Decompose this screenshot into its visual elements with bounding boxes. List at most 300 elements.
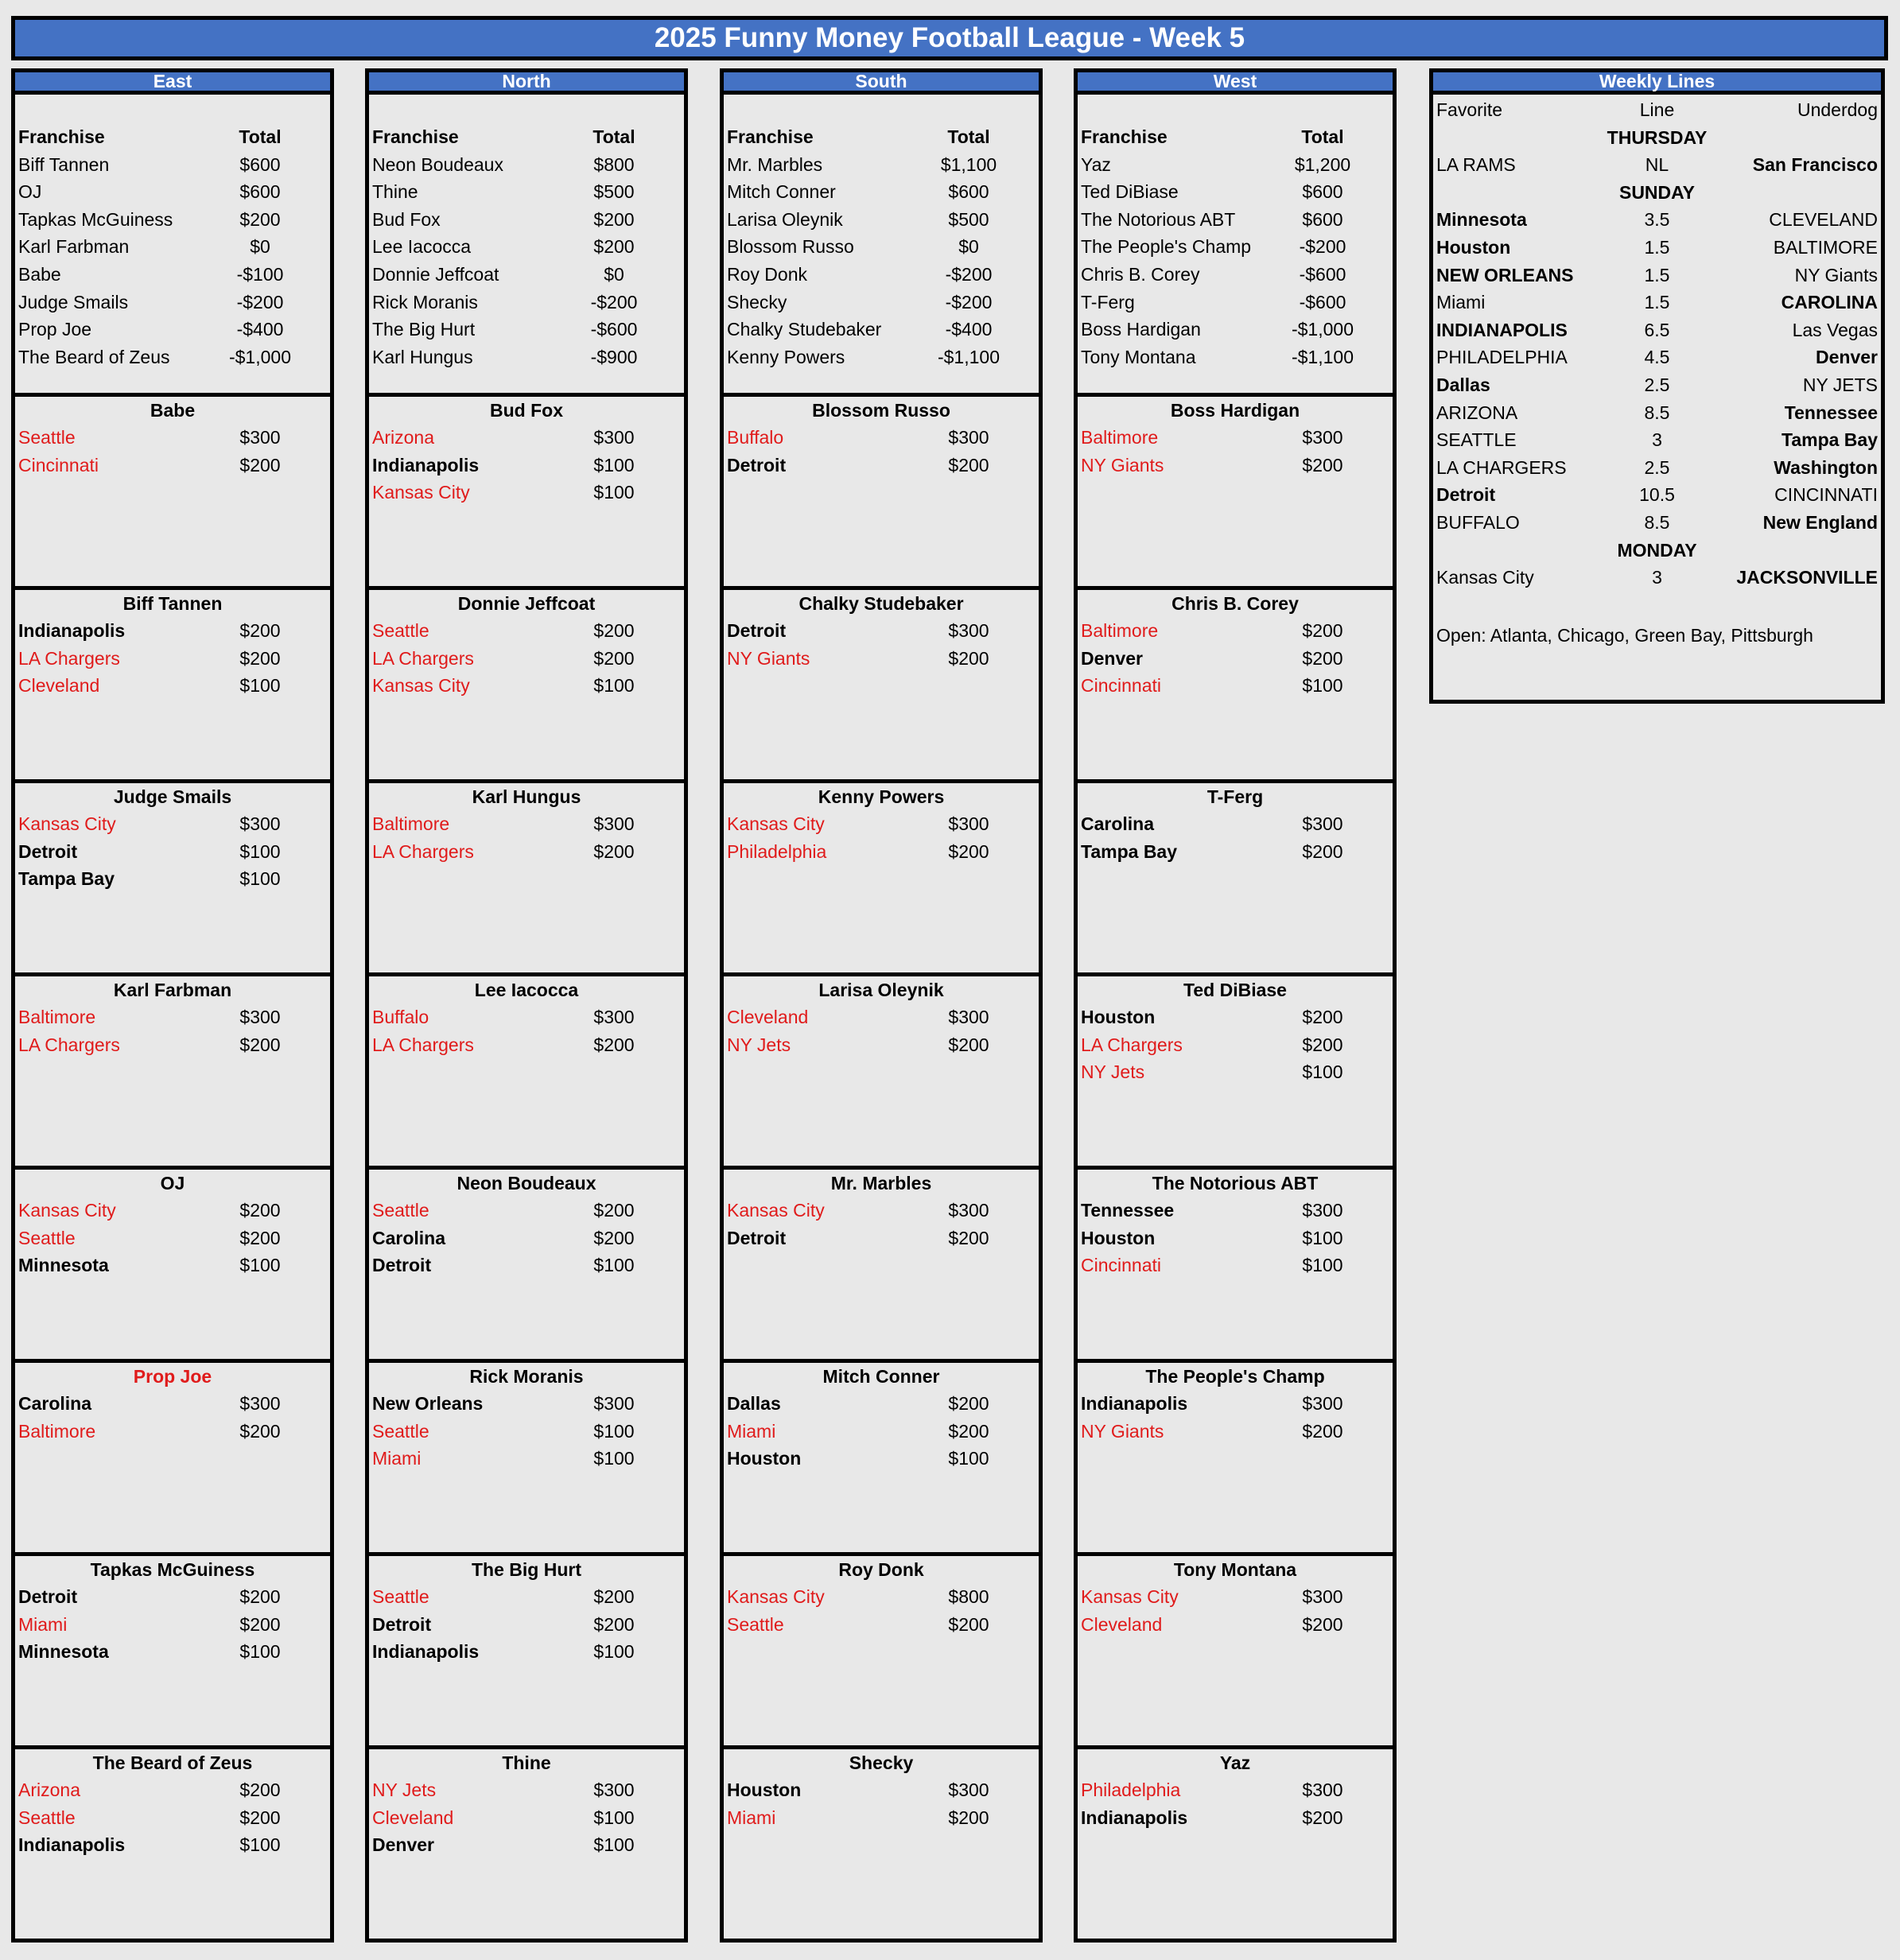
pick-row [724,1445,1039,1473]
pick-row [369,1197,684,1225]
pick-row [369,1638,684,1666]
pick-amount: $100 [1302,1227,1343,1248]
standings-row [724,233,1039,261]
card-owner: Karl Farbman [113,980,232,1000]
card-owner: OJ [160,1173,185,1193]
pick-row [369,1583,684,1611]
pick-amount: $100 [593,1834,635,1856]
franchise-name: Rick Moranis [372,291,478,312]
pick-row [724,1804,1039,1832]
pick-amount: $300 [1302,427,1343,448]
standings-row [724,289,1039,316]
pick-team: Seattle [18,1227,76,1248]
pick-team: LA Chargers [18,647,120,669]
favorite-team: BUFFALO [1436,511,1520,533]
line-value: 2.5 [1644,456,1670,478]
standings-row [1078,289,1393,316]
total-header: Total [239,126,282,147]
standings-row [724,261,1039,289]
pick-team: Arizona [18,1780,80,1800]
pick-row [369,1804,684,1832]
pick-amount: $100 [593,454,635,475]
pick-row [724,645,1039,673]
franchise-card [720,783,1043,976]
underdog-header: Underdog [1797,99,1878,120]
pick-team: Detroit [727,1227,787,1248]
pick-amount: $200 [1302,647,1343,669]
standings-header-row [1078,123,1393,151]
standings-row [369,151,684,179]
pick-amount: $200 [593,1613,635,1635]
underdog-team: JACKSONVILLE [1736,567,1878,588]
pick-amount: $200 [593,1586,635,1607]
pick-team: Kansas City [727,1586,825,1607]
line-value: 1.5 [1644,292,1670,313]
pick-amount: $200 [948,840,989,862]
pick-team: Houston [727,1780,802,1800]
franchise-card [720,1556,1043,1749]
card-owner: Donnie Jeffcoat [457,593,596,614]
pick-team: Buffalo [727,427,784,448]
pick-amount: $100 [593,1807,635,1828]
pick-team: Tampa Bay [18,868,115,890]
franchise-name: Babe [18,263,61,285]
pick-team: Arizona [372,427,434,448]
pick-row [369,479,684,506]
pick-amount: $300 [239,813,281,834]
day-label-row [1433,537,1881,565]
favorite-team: NEW ORLEANS [1436,264,1574,285]
franchise-card [1074,1363,1397,1556]
day-label: THURSDAY [1607,126,1708,148]
line-row [1433,289,1881,316]
pick-team: Cleveland [727,1007,809,1027]
franchise-name: Blossom Russo [727,236,854,258]
pick-row [724,1776,1039,1804]
franchise-card [11,1170,334,1363]
pick-row [15,617,330,645]
pick-team: Seattle [372,620,429,641]
pick-amount: $100 [593,1448,635,1469]
franchise-card [365,1749,688,1943]
franchise-name: Thine [372,181,418,203]
pick-team: Denver [1081,647,1143,669]
pick-team: Houston [727,1448,802,1469]
standings-row [15,151,330,179]
pick-row [1078,424,1393,452]
pick-team: Miami [727,1807,776,1828]
pick-row [369,424,684,452]
card-owner: Prop Joe [133,1366,212,1387]
pick-row [1078,838,1393,866]
pick-amount: $300 [239,427,281,448]
pick-row [1078,1197,1393,1225]
pick-team: Seattle [18,1807,76,1828]
standings-header-row [369,123,684,151]
card-owner: Kenny Powers [818,786,945,807]
card-owner: Roy Donk [838,1559,924,1580]
pick-row [15,452,330,479]
pick-team: Seattle [372,1420,429,1442]
pick-team: New Orleans [372,1393,484,1414]
pick-amount: $300 [948,813,989,834]
favorite-team: SEATTLE [1436,429,1517,451]
pick-row [369,1252,684,1279]
pick-row [369,1390,684,1418]
division-header: South [720,68,1043,95]
card-owner: Lee Iacocca [474,980,579,1000]
line-row [1433,371,1881,399]
line-row [1433,509,1881,537]
line-value: 1.5 [1644,236,1670,258]
pick-team: Baltimore [18,1420,96,1442]
pick-amount: $200 [239,454,281,475]
pick-team: Cincinnati [18,454,99,475]
standings-row [369,261,684,289]
pick-amount: $800 [948,1586,989,1607]
pick-row [724,424,1039,452]
franchise-name: Judge Smails [18,291,129,312]
franchise-name: Neon Boudeaux [372,153,503,175]
pick-row [1078,1252,1393,1279]
pick-amount: $100 [1302,1062,1343,1083]
favorite-team: Houston [1436,236,1511,258]
franchise-total: $0 [958,236,979,258]
pick-team: Indianapolis [372,454,480,475]
pick-amount: $300 [1302,1393,1343,1414]
pick-amount: $100 [239,675,281,697]
franchise-total: $600 [239,153,281,175]
card-owner: Blossom Russo [812,400,950,421]
franchise-card [720,1749,1043,1943]
franchise-total: $1,200 [1294,153,1351,175]
line-header: Line [1639,99,1675,120]
pick-row [15,1583,330,1611]
pick-team: Detroit [18,1586,78,1607]
pick-amount: $200 [239,620,281,641]
line-value: 4.5 [1644,347,1670,368]
pick-team: Houston [1081,1227,1156,1248]
pick-amount: $300 [948,620,989,641]
pick-amount: $100 [593,675,635,697]
standings-row [1078,178,1393,206]
division-column-south [720,68,1043,1943]
pick-amount: $300 [948,1780,989,1800]
pick-amount: $200 [948,1420,989,1442]
pick-row [724,1611,1039,1639]
standings-row [1078,261,1393,289]
pick-amount: $200 [593,647,635,669]
pick-team: Baltimore [1081,427,1159,448]
standings-row [369,233,684,261]
pick-row [15,1252,330,1279]
line-row [1433,234,1881,262]
card-owner: Tony Montana [1173,1559,1297,1580]
pick-amount: $100 [593,1255,635,1276]
standings-row [369,289,684,316]
pick-team: Cincinnati [1081,1255,1161,1276]
pick-amount: $100 [239,1834,281,1856]
pick-row [15,1776,330,1804]
pick-amount: $100 [593,482,635,503]
pick-row [369,645,684,673]
card-owner: Shecky [849,1752,914,1773]
underdog-team: BALTIMORE [1773,236,1878,258]
pick-amount: $200 [239,1420,281,1442]
line-value: NL [1645,154,1669,176]
pick-team: NY Giants [1081,454,1164,475]
pick-row [369,1445,684,1473]
line-row [1433,262,1881,289]
pick-team: Kansas City [18,1200,116,1221]
franchise-name: Mr. Marbles [727,153,823,175]
standings-table [11,95,334,397]
pick-amount: $200 [948,1227,989,1248]
pick-row [369,1031,684,1059]
division-column-north [365,68,688,1943]
card-owner: The Big Hurt [472,1559,581,1580]
franchise-total: -$200 [590,291,638,312]
franchise-card [720,590,1043,783]
franchise-card [1074,976,1397,1170]
pick-team: Cleveland [372,1807,454,1828]
pick-team: Detroit [18,840,78,862]
pick-row [15,645,330,673]
pick-row [1078,1058,1393,1086]
pick-amount: $200 [593,1034,635,1055]
pick-row [724,1003,1039,1031]
franchise-card [1074,1749,1397,1943]
franchise-card [1074,1170,1397,1363]
franchise-name: Biff Tannen [18,153,110,175]
franchise-total: $600 [239,181,281,203]
favorite-header: Favorite [1436,99,1503,120]
franchise-name: OJ [18,181,42,203]
pick-amount: $200 [593,1200,635,1221]
card-owner: Bud Fox [490,400,563,421]
franchise-total: -$600 [1299,291,1346,312]
pick-team: Seattle [727,1613,784,1635]
pick-row [1078,452,1393,479]
line-value: 8.5 [1644,511,1670,533]
pick-row [724,838,1039,866]
pick-amount: $300 [1302,1586,1343,1607]
card-owner: Thine [502,1752,551,1773]
underdog-team: Las Vegas [1792,319,1878,340]
pick-row [1078,1390,1393,1418]
card-owner: Boss Hardigan [1170,400,1300,421]
franchise-total: $200 [593,208,635,230]
underdog-team: CLEVELAND [1769,209,1878,231]
franchise-card [365,1556,688,1749]
franchise-total: $0 [250,236,270,258]
franchise-total: -$400 [945,319,993,340]
pick-team: LA Chargers [372,1034,474,1055]
pick-row [15,1831,330,1859]
pick-amount: $200 [593,1227,635,1248]
pick-team: NY Giants [1081,1420,1164,1442]
pick-row [1078,1583,1393,1611]
franchise-name: Shecky [727,291,787,312]
pick-row [15,672,330,700]
standings-row [15,343,330,371]
franchise-name: Tapkas McGuiness [18,208,173,230]
pick-team: NY Giants [727,647,810,669]
card-owner: Karl Hungus [472,786,581,807]
standings-row [724,316,1039,343]
franchise-card [720,397,1043,590]
line-row [1433,206,1881,234]
franchise-card [11,976,334,1170]
pick-row [15,1003,330,1031]
franchise-total: $600 [948,181,989,203]
pick-team: Buffalo [372,1007,429,1027]
pick-team: Carolina [1081,813,1155,834]
pick-amount: $300 [1302,813,1343,834]
favorite-team: PHILADELPHIA [1436,347,1568,368]
pick-team: Minnesota [18,1641,109,1663]
pick-row [724,1031,1039,1059]
franchise-name: Mitch Conner [727,181,836,203]
pick-team: Indianapolis [1081,1393,1188,1414]
pick-row [15,865,330,893]
pick-team: Indianapolis [18,620,126,641]
franchise-name: Lee Iacocca [372,236,472,258]
day-label: MONDAY [1617,539,1697,561]
pick-row [1078,810,1393,838]
standings-row [369,206,684,234]
pick-row [15,1031,330,1059]
underdog-team: CINCINNATI [1774,484,1878,506]
card-owner: Chris B. Corey [1171,593,1299,614]
card-owner: The Notorious ABT [1152,1173,1319,1193]
pick-amount: $300 [593,813,635,834]
franchise-total: $200 [593,236,635,258]
favorite-team: Minnesota [1436,209,1527,231]
franchise-card [720,976,1043,1170]
pick-amount: $200 [239,647,281,669]
pick-row [724,617,1039,645]
pick-row [369,1776,684,1804]
franchise-card [11,1749,334,1943]
pick-amount: $200 [1302,1807,1343,1828]
favorite-team: INDIANAPOLIS [1436,319,1568,340]
pick-amount: $200 [239,1200,281,1221]
card-owner: Rick Moranis [469,1366,584,1387]
franchise-card [365,397,688,590]
pick-amount: $300 [593,427,635,448]
weekly-lines-panel [1429,68,1885,704]
franchise-card [365,783,688,976]
pick-team: LA Chargers [1081,1034,1183,1055]
pick-team: Houston [1081,1007,1156,1027]
standings-row [1078,151,1393,179]
pick-row [15,1418,330,1446]
franchise-total: -$1,000 [1291,319,1354,340]
pick-row [15,1197,330,1225]
weekly-lines-body [1429,95,1885,704]
pick-team: Tampa Bay [1081,840,1178,862]
line-value: 1.5 [1644,264,1670,285]
pick-row [369,1003,684,1031]
pick-team: Indianapolis [1081,1807,1188,1828]
standings-row [15,233,330,261]
standings-row [15,178,330,206]
pick-row [724,1418,1039,1446]
franchise-total: $1,100 [940,153,997,175]
card-owner: Babe [150,400,196,421]
underdog-team: Tampa Bay [1781,429,1878,451]
card-owner: The People's Champ [1145,1366,1325,1387]
pick-amount: $300 [593,1393,635,1414]
franchise-name: Tony Montana [1081,346,1196,367]
standings-row [1078,206,1393,234]
pick-team: Carolina [18,1393,92,1414]
pick-amount: $300 [593,1007,635,1027]
pick-amount: $100 [239,868,281,890]
franchise-card [365,976,688,1170]
standings-header-row [724,123,1039,151]
pick-amount: $200 [1302,620,1343,641]
pick-row [15,810,330,838]
franchise-name: The Big Hurt [372,319,476,340]
franchise-total: $600 [1302,181,1343,203]
pick-row [1078,1418,1393,1446]
pick-amount: $300 [1302,1200,1343,1221]
pick-row [369,617,684,645]
franchise-name: Karl Farbman [18,236,130,258]
pick-team: Philadelphia [727,840,827,862]
card-owner: Tapkas McGuiness [90,1559,255,1580]
underdog-team: Washington [1774,456,1878,478]
franchise-card [1074,783,1397,976]
page-title: 2025 Funny Money Football League - Week 5 [11,16,1888,60]
pick-team: Seattle [372,1586,429,1607]
pick-amount: $200 [593,620,635,641]
pick-amount: $100 [948,1448,989,1469]
pick-amount: $200 [1302,840,1343,862]
franchise-name: Chalky Studebaker [727,319,882,340]
line-row [1433,564,1881,592]
line-row [1433,454,1881,482]
card-owner: Mr. Marbles [830,1173,932,1193]
franchise-name: Bud Fox [372,208,441,230]
pick-team: NY Jets [372,1780,437,1800]
pick-amount: $300 [948,427,989,448]
pick-amount: $200 [239,1780,281,1800]
line-row [1433,151,1881,179]
line-value: 8.5 [1644,402,1670,423]
favorite-team: Dallas [1436,374,1490,395]
standings-row [369,316,684,343]
pick-amount: $200 [948,454,989,475]
line-value: 3 [1652,567,1662,588]
franchise-card [11,1363,334,1556]
franchise-card [11,397,334,590]
standings-header-row [15,123,330,151]
franchise-total: -$900 [590,346,638,367]
pick-team: LA Chargers [372,647,474,669]
pick-amount: $300 [948,1007,989,1027]
underdog-team: Denver [1816,347,1878,368]
card-owner: Yaz [1219,1752,1251,1773]
pick-team: Seattle [372,1200,429,1221]
day-label-row [1433,124,1881,152]
favorite-team: Miami [1436,292,1486,313]
card-owner: Mitch Conner [822,1366,940,1387]
weekly-lines-header: Weekly Lines [1429,68,1885,95]
pick-row [15,1804,330,1832]
